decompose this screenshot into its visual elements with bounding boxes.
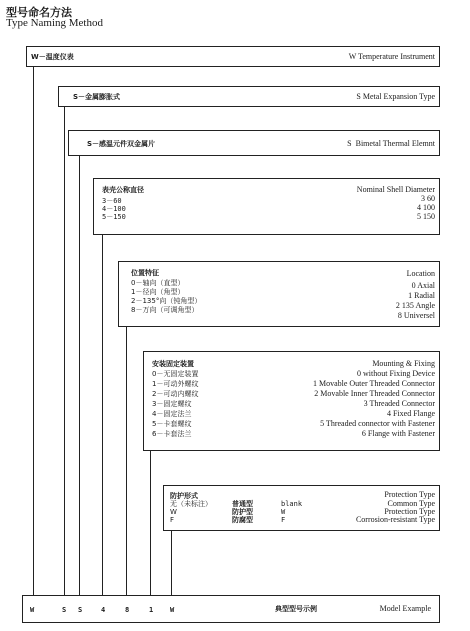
location-item: 2－135°向（钝角型）: [131, 297, 202, 305]
mounting-item: 2－可动内螺纹: [152, 390, 199, 398]
mounting-item-en: 0 without Fixing Device: [357, 369, 435, 378]
mounting-item: 3－固定螺纹: [152, 400, 192, 408]
location-title-en: Location: [406, 269, 435, 278]
page-title-en: Type Naming Method: [6, 17, 103, 29]
example-code: S: [78, 606, 83, 614]
example-code: 4: [101, 606, 106, 614]
level-2-en: S Metal Expansion Type: [356, 92, 435, 101]
level-bimetal-box: [68, 130, 440, 156]
protection-item-marker: W: [170, 508, 177, 516]
connector-line-s2: [79, 156, 80, 595]
connector-line-protection: [171, 531, 172, 595]
protection-item-marker: 无（未标注）: [170, 500, 212, 508]
mounting-item: 6－卡套法兰: [152, 430, 192, 438]
shell-diameter-item-en: 5 150: [417, 212, 435, 221]
protection-item-type-cn: 防腐型: [232, 516, 253, 524]
location-box: [118, 261, 440, 327]
model-example-label-cn: 典型型号示例: [275, 605, 317, 613]
protection-title-en: Protection Type: [384, 490, 435, 499]
level-1-en: W Temperature Instrument: [348, 52, 435, 61]
location-item-en: 1 Radial: [408, 291, 435, 300]
location-item-en: 8 Universel: [397, 311, 435, 320]
mounting-item-en: 4 Fixed Flange: [387, 409, 435, 418]
shell-diameter-item: 5－150: [102, 213, 126, 221]
protection-item-code: F: [281, 516, 286, 524]
shell-diameter-item: 3－60: [102, 197, 122, 205]
example-code: 8: [125, 606, 130, 614]
shell-diameter-item-en: 3 60: [421, 194, 435, 203]
level-1-cn: W－温度仪表: [31, 53, 74, 61]
level-metal-expansion-box: [58, 86, 440, 107]
location-item-en: 2 135 Angle: [395, 301, 435, 310]
mounting-item: 4－固定法兰: [152, 410, 192, 418]
level-temperature-instrument-box: [26, 46, 440, 67]
location-item: 8－万向（可调角型）: [131, 306, 199, 314]
mounting-item: 1－可动外螺纹: [152, 380, 199, 388]
mounting-item: 0－无固定装置: [152, 370, 199, 378]
mounting-item-en: 1 Movable Outer Threaded Connector: [312, 379, 435, 388]
connector-line-s1: [64, 107, 65, 595]
page-title-cn: 型号命名方法: [6, 6, 72, 19]
location-item-en: 0 Axial: [411, 281, 435, 290]
mounting-item-en: 6 Flange with Fastener: [361, 429, 435, 438]
mounting-item-en: 2 Movable Inner Threaded Connector: [314, 389, 435, 398]
location-title-cn: 位置特征: [131, 269, 159, 277]
example-code: W: [170, 606, 175, 614]
protection-title-cn: 防护形式: [170, 492, 198, 500]
mounting-title-en: Mounting & Fixing: [372, 359, 435, 368]
level-3-cn: S－感温元件双金属片: [87, 140, 156, 148]
protection-item-code: blank: [281, 500, 303, 508]
level-3-en: S Bimetal Thermal Elemnt: [347, 139, 435, 148]
protection-item-marker: F: [170, 516, 175, 524]
connector-line-w: [33, 67, 34, 595]
protection-item-en: Protection Type: [384, 507, 435, 516]
protection-item-en: Common Type: [387, 499, 435, 508]
example-code: 1: [149, 606, 154, 614]
shell-diameter-box: [93, 178, 440, 235]
model-example-label-en: Model Example: [379, 604, 431, 613]
location-item: 0－轴向（直型）: [131, 279, 185, 287]
protection-item-en: Corrosion-resistant Type: [355, 515, 435, 524]
mounting-item: 5－卡套螺纹: [152, 420, 192, 428]
example-code: S: [62, 606, 67, 614]
model-example-box: [22, 595, 440, 623]
mounting-item-en: 5 Threaded connector with Fastener: [320, 419, 435, 428]
protection-item-type-cn: 防护型: [232, 508, 253, 516]
mounting-box: [143, 351, 440, 451]
mounting-item-en: 3 Threaded Connector: [363, 399, 435, 408]
protection-box: [163, 485, 440, 531]
shell-diameter-item-en: 4 100: [417, 203, 435, 212]
connector-line-diameter: [102, 235, 103, 595]
shell-diameter-title-en: Nominal Shell Diameter: [356, 185, 435, 194]
level-2-cn: S－金属膨胀式: [73, 93, 121, 101]
mounting-title-cn: 安装固定装置: [152, 360, 194, 368]
example-code: W: [30, 606, 35, 614]
protection-item-type-cn: 普通型: [232, 500, 253, 508]
protection-item-code: W: [281, 508, 286, 516]
shell-diameter-item: 4－100: [102, 205, 126, 213]
connector-line-location: [126, 327, 127, 595]
shell-diameter-title-cn: 表壳公称直径: [102, 186, 144, 194]
connector-line-mounting: [150, 451, 151, 595]
location-item: 1－径向（角型）: [131, 288, 185, 296]
